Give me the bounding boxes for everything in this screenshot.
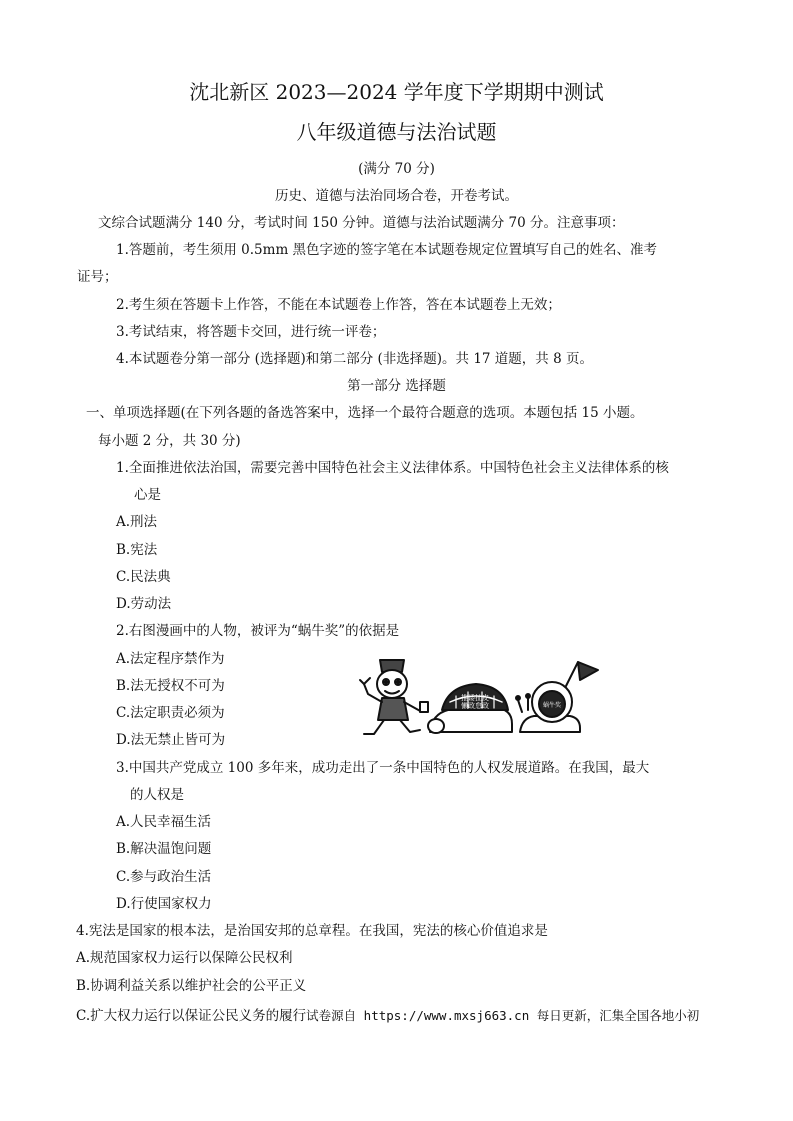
q2-option-c: C.法定职责必须为: [116, 705, 225, 721]
intro-text: 文综合试题满分 140 分，考试时间 150 分钟。道德与法治试题满分 70 分。注意事项：: [98, 215, 625, 231]
q3-option-c: C.参与政治生活: [116, 869, 212, 885]
cartoon-shell-text-2: 懒政怠政: [461, 702, 489, 710]
q2-option-d: D.法无禁止皆可为: [116, 732, 226, 748]
q3-option-a: A.人民幸福生活: [116, 814, 212, 830]
q4-option-c-line: [76, 1007, 699, 1025]
q2-stem: 2.右图漫画中的人物，被评为“蜗牛奖”的依据是: [116, 623, 400, 639]
full-score: (满分 70 分): [358, 161, 435, 177]
q4-stem: 4.宪法是国家的根本法，是治国安邦的总章程。在我国，宪法的核心价值追求是: [76, 923, 548, 939]
q3-stem-cont: 的人权是: [130, 787, 184, 803]
q1-option-c: C.民法典: [116, 569, 171, 585]
part1-heading: 第一部分 选择题: [347, 378, 446, 394]
q1-stem: 1.全面推进依法治国，需要完善中国特色社会主义法律体系。中国特色社会主义法律体系的核: [116, 460, 669, 476]
q2-option-b: B.法无授权不可为: [116, 678, 225, 694]
q4-option-a: A.规范国家权力运行以保障公民权利: [76, 950, 293, 966]
cartoon-shell-text-1: 推诿扯皮: [461, 694, 489, 702]
q3-option-b: B.解决温饱问题: [116, 841, 212, 857]
part1-instructions: 一、单项选择题(在下列各题的备选答案中，选择一个最符合题意的选项。本题包括 15 小题。: [86, 405, 644, 421]
q3-option-d: D.行使国家权力: [116, 896, 212, 912]
q1-stem-cont: 心是: [134, 487, 161, 503]
exam-title: 沈北新区 2023—2024 学年度下学期期中测试: [189, 80, 604, 104]
q4-option-b: B.协调利益关系以维护社会的公平正义: [76, 978, 307, 994]
notice-1-cont: 证号；: [77, 269, 118, 285]
cartoon-flag-text: 蜗牛奖: [542, 702, 562, 709]
notice-4: 4.本试题卷分第一部分 (选择题)和第二部分 (非选择题)。共 17 道题，共 8 页。: [116, 351, 593, 367]
q1-option-b: B.宪法: [116, 542, 158, 558]
notice-1: 1.答题前，考生须用 0.5mm 黑色字迹的签字笔在本试题卷规定位置填写自己的姓名、准考: [116, 242, 658, 258]
q2-option-a: A.法定程序禁作为: [116, 651, 225, 667]
exam-note: 历史、道德与法治同场合卷，开卷考试。: [275, 188, 518, 204]
part1-instructions-cont: 每小题 2 分，共 30 分): [98, 433, 241, 449]
exam-subtitle: 八年级道德与法治试题: [296, 120, 497, 144]
q3-stem: 3.中国共产党成立 100 多年来，成功走出了一条中国特色的人权发展道路。在我国，最大: [116, 760, 650, 776]
source-watermark: 试卷源自 https://www.mxsj663.cn 每日更新，汇集全国各地小初: [306, 1008, 700, 1023]
q1-option-a: A.刑法: [116, 514, 158, 530]
q1-option-d: D.劳动法: [116, 596, 172, 612]
notice-2: 2.考生须在答题卡上作答，不能在本试题卷上作答，答在本试题卷上无效；: [116, 297, 561, 313]
notice-3: 3.考试结束，将答题卡交回，进行统一评卷；: [116, 324, 386, 340]
q4-option-c: C.扩大权力运行以保证公民义务的履行: [76, 1008, 307, 1024]
snail-award-cartoon: [352, 650, 602, 740]
